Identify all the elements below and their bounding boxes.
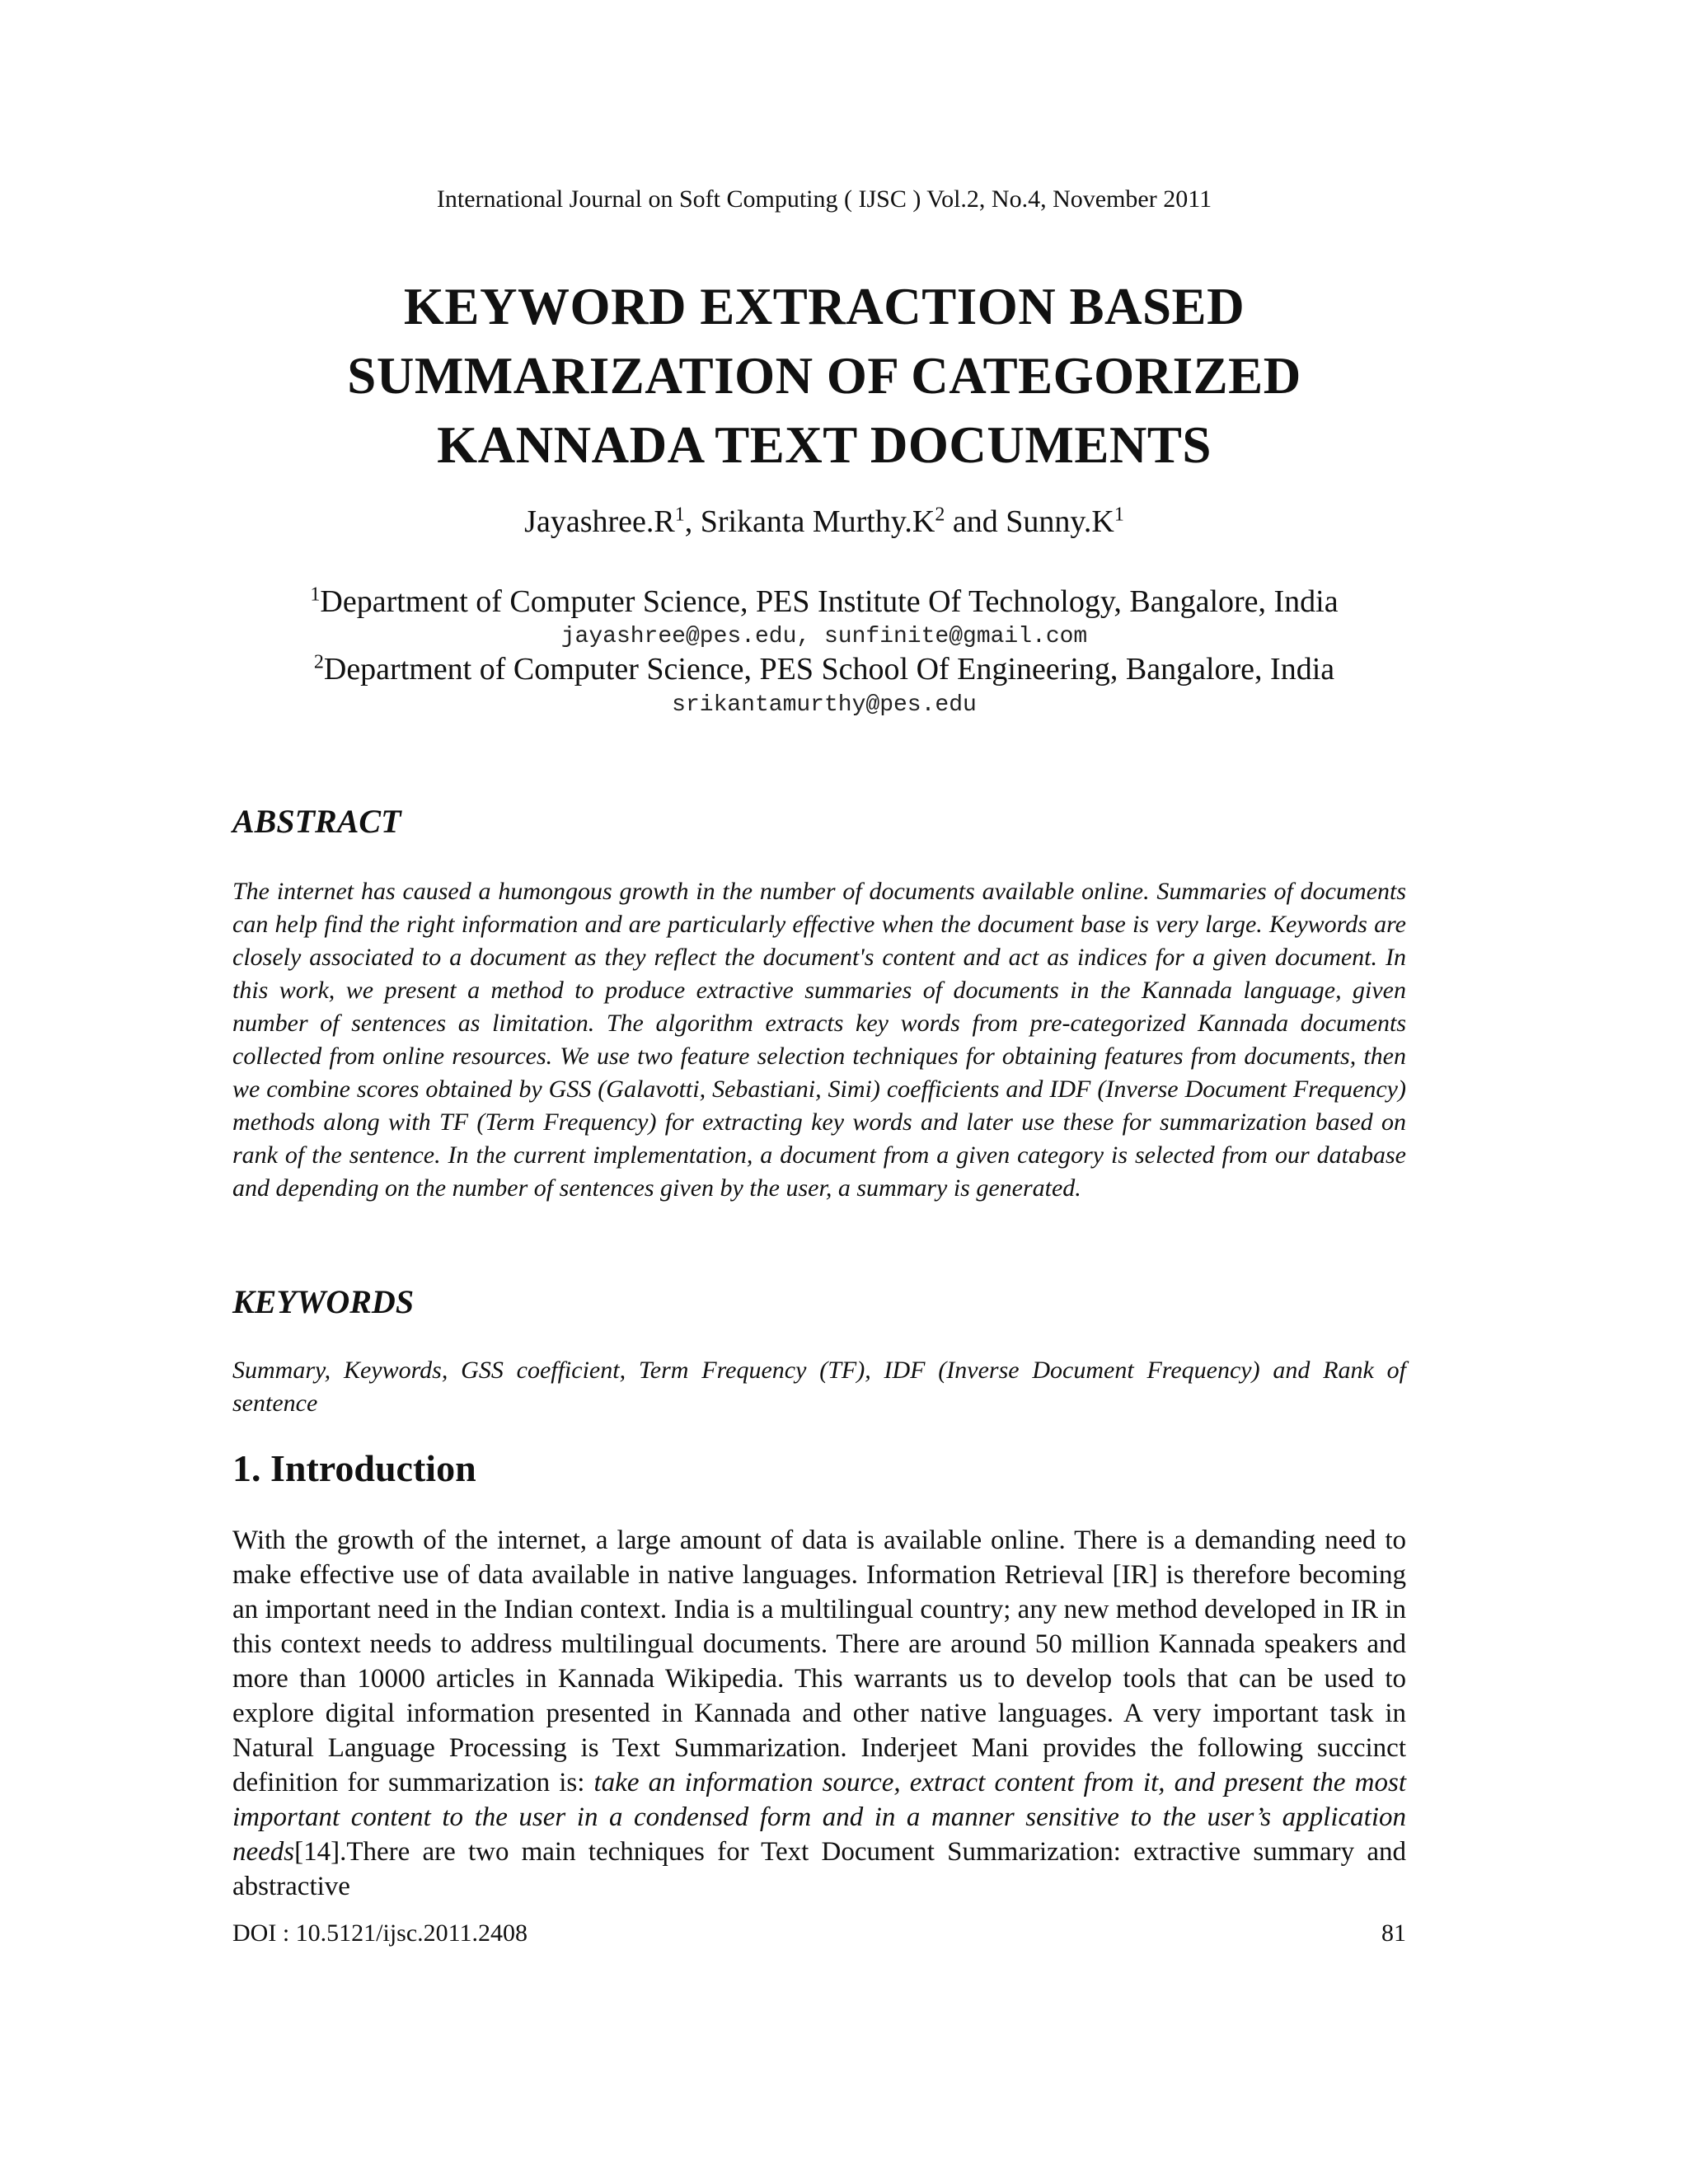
affiliation-text: Department of Computer Science, PES Institute Of Technology, Bangalore, India	[320, 584, 1339, 619]
abstract-text: The internet has caused a humongous growth in the number of documents available online. Summaries of documents can help find the right information and are particularly effective when the document base is very large. Keywords are closely associated to a document as they reflect the document's content and act as indices for a given document. In this work, we present a method to produce extractive summaries of documents in the Kannada language, given number of sentences as limitation. The algorithm extracts key words from pre-categorized Kannada documents collected from online resources. We use two feature selection techniques for obtaining features from documents, then we combine scores obtained by GSS (Galavotti, Sebastiani, Simi) coefficients and IDF (Inverse Document Frequency) methods along with TF (Term Frequency) for extracting key words and later use these for summarization based on rank of the sentence. In the current implementation, a document from a given category is selected from our database and depending on the number of sentences given by the user, a summary is generated.	[232, 878, 1406, 1202]
author-name: Jayashree.R	[524, 504, 675, 539]
footer-doi: DOI : 10.5121/ijsc.2011.2408	[232, 1919, 528, 1947]
affiliation-mark: 2	[313, 651, 324, 673]
author-separator: and	[945, 504, 1006, 539]
author-list	[0, 501, 1648, 542]
title-line-2: SUMMARIZATION OF CATEGORIZED	[347, 347, 1301, 405]
affiliation-2-email: srikantamurthy@pes.edu	[672, 692, 977, 718]
author-affiliation-mark: 1	[674, 504, 685, 526]
author-name: Sunny.K	[1006, 504, 1114, 539]
keywords-heading: KEYWORDS	[232, 1283, 415, 1320]
introduction-quoted-definition: take an information source, extract content from it, and present the most important content to the user in a condensed form and in a manner sensitive to the user’s application needs	[232, 1768, 1406, 1867]
introduction-heading: 1. Introduction	[232, 1447, 476, 1489]
title-line-1: KEYWORD EXTRACTION BASED	[403, 278, 1245, 335]
affiliation-text: Department of Computer Science, PES School Of Engineering, Bangalore, India	[323, 652, 1335, 687]
author-separator: ,	[684, 504, 701, 539]
page-number: 81	[1381, 1919, 1406, 1947]
author-affiliation-mark: 1	[1114, 504, 1124, 526]
introduction-text-part-2: [14].There are two main techniques for Text Document Summarization: extractive summary and abstractive	[232, 1837, 1406, 1901]
keywords-text: Summary, Keywords, GSS coefficient, Term Frequency (TF), IDF (Inverse Document Frequency) and Rank of sentence	[232, 1357, 1406, 1417]
introduction-text-part-1: With the growth of the internet, a large amount of data is available online. There is a demanding need to make effective use of data available in native languages. Information Retrieval [IR] is therefore becoming an important need in the Indian context. India is a multilingual country; any new method developed in IR in this context needs to address multilingual documents. There are around 50 million Kannada speakers and more than 10000 articles in Kannada Wikipedia. This warrants us to develop tools that can be used to explore digital information presented in Kannada and other native languages. A very important task in Natural Language Processing is Text Summarization. Inderjeet Mani provides the following succinct definition for summarization is:	[232, 1526, 1406, 1797]
author-name: Srikanta Murthy.K	[700, 504, 935, 539]
affiliation-1-email: jayashree@pes.edu, sunfinite@gmail.com	[560, 624, 1088, 649]
introduction-text	[232, 1523, 1406, 1904]
author-affiliation-mark: 2	[935, 504, 945, 526]
paper-title	[0, 272, 1648, 480]
affiliation-mark: 1	[310, 583, 321, 606]
title-line-3: KANNADA TEXT DOCUMENTS	[437, 416, 1212, 474]
affiliation-2	[0, 651, 1648, 687]
affiliation-1	[0, 583, 1648, 620]
running-header: International Journal on Soft Computing ( IJSC ) Vol.2, No.4, November 2011	[436, 185, 1212, 213]
abstract-heading: ABSTRACT	[232, 803, 401, 840]
